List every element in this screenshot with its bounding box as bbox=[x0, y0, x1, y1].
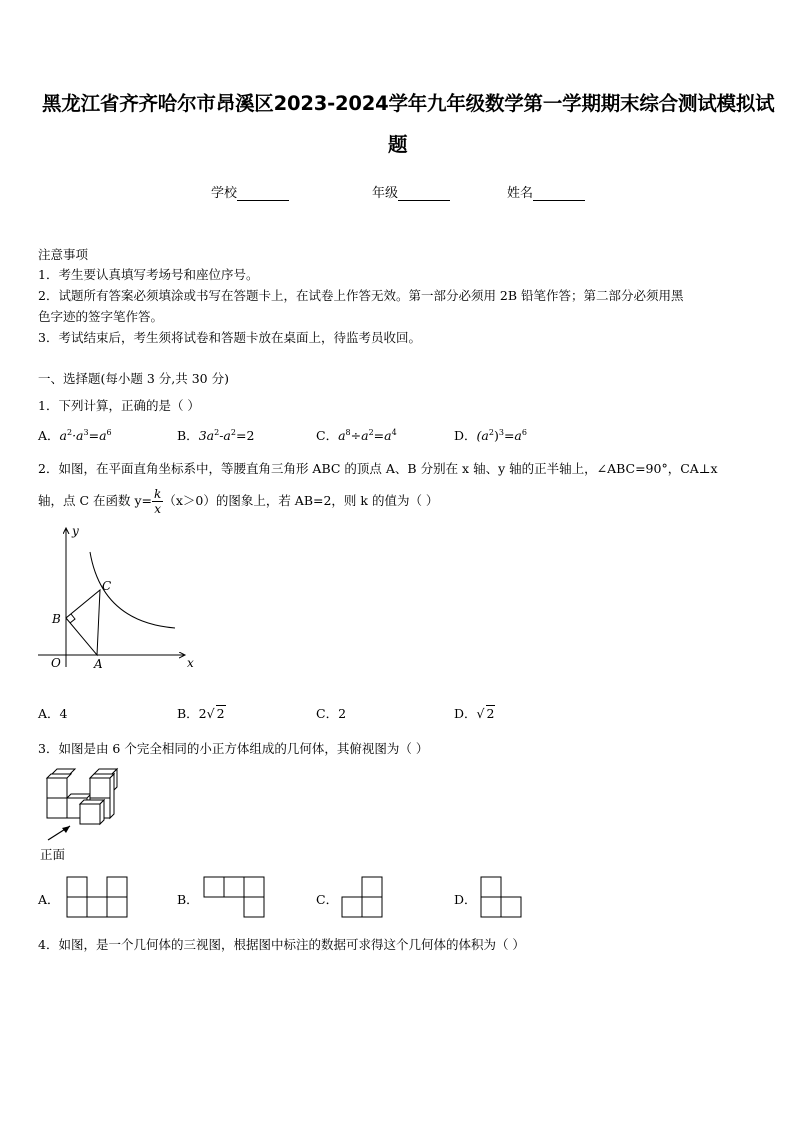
q1-option-b: B．$3a^2-a^2=2$ bbox=[177, 427, 255, 443]
question-4-stem: 4．如图，是一个几何体的三视图，根据图中标注的数据可求得这个几何体的体积为（ ） bbox=[38, 937, 525, 952]
school-field bbox=[211, 182, 289, 201]
q3-option-c-label: C． bbox=[316, 892, 339, 907]
point-b-label: B bbox=[52, 612, 61, 626]
q2-option-d: D．√ 2 bbox=[454, 706, 495, 721]
notes-heading: 注意事项 bbox=[38, 247, 89, 262]
question-2-line2: 轴，点 C 在函数 y= $\frac{k}{x}$ （x＞0）的图象上，若 AB=2，则 k 的值为（ ） bbox=[38, 487, 439, 516]
school-label: 学校 bbox=[211, 186, 238, 201]
section-heading: 一、选择题(每小题 3 分,共 30 分) bbox=[38, 371, 229, 386]
q1-option-d: D．$(a^2)^3=a^6$ bbox=[454, 427, 527, 443]
page-title: 黑龙江省齐齐哈尔市昂溪区2023-2024学年九年级数学第一学期期末综合测试模拟试 bbox=[42, 92, 775, 115]
q3-option-d-label: D． bbox=[454, 892, 477, 907]
question-1-stem: 1．下列计算，正确的是（ ） bbox=[38, 398, 200, 413]
question-3-stem: 3．如图是由 6 个完全相同的小正方体组成的几何体，其俯视图为（ ） bbox=[38, 741, 429, 756]
grade-label: 年级 bbox=[372, 186, 399, 201]
q3-option-b-figure bbox=[203, 876, 265, 918]
name-label: 姓名 bbox=[507, 186, 534, 201]
q3-option-c-figure bbox=[341, 876, 383, 918]
q2-option-c: C．2 bbox=[316, 706, 347, 721]
right-angle-mark bbox=[70, 614, 75, 623]
grade-field bbox=[372, 182, 450, 201]
note-item: 2．试题所有答案必须填涂或书写在答题卡上，在试卷上作答无效。第一部分必须用 2B 铅笔作答；第二部分必须用黑 bbox=[38, 288, 684, 303]
y-label: y bbox=[72, 524, 79, 538]
point-c-label: C bbox=[102, 579, 112, 593]
point-a-label: A bbox=[94, 657, 103, 671]
note-item: 色字迹的签字笔作答。 bbox=[38, 309, 164, 324]
page-title-line2: 题 bbox=[388, 133, 408, 156]
q3-option-a-figure bbox=[66, 876, 128, 918]
x-label: x bbox=[187, 656, 194, 670]
origin-label: O bbox=[51, 656, 61, 670]
q2-option-b: B．2√ 2 bbox=[177, 706, 225, 721]
q2-option-a: A．4 bbox=[38, 706, 68, 721]
grade-blank bbox=[398, 187, 450, 201]
note-item: 3．考试结束后，考生须将试卷和答题卡放在桌面上，待监考员收回。 bbox=[38, 330, 421, 345]
question-2-line1: 2．如图，在平面直角坐标系中，等腰直角三角形 ABC 的顶点 A、B 分别在 x 轴、y 轴的正半轴上，∠ABC=90°，CA⊥x bbox=[38, 461, 718, 476]
q3-option-d-figure bbox=[480, 876, 522, 918]
q3-option-a-label: A． bbox=[38, 892, 60, 907]
front-label: 正面 bbox=[40, 847, 66, 862]
name-field bbox=[507, 182, 585, 201]
school-blank bbox=[237, 187, 289, 201]
note-item: 1．考生要认真填写考场号和座位序号。 bbox=[38, 267, 259, 282]
fraction-k-over-x: $\frac{k}{x}$ bbox=[154, 487, 162, 516]
name-blank bbox=[533, 187, 585, 201]
q2-coordinate-figure bbox=[30, 522, 200, 672]
arrow-head bbox=[62, 826, 70, 833]
q1-option-a: A．$a^2\cdot a^3=a^6$ bbox=[38, 427, 112, 443]
q1-option-c: C．$a^8\div a^2=a^4$ bbox=[316, 427, 397, 443]
q3-option-b-label: B． bbox=[177, 892, 199, 907]
